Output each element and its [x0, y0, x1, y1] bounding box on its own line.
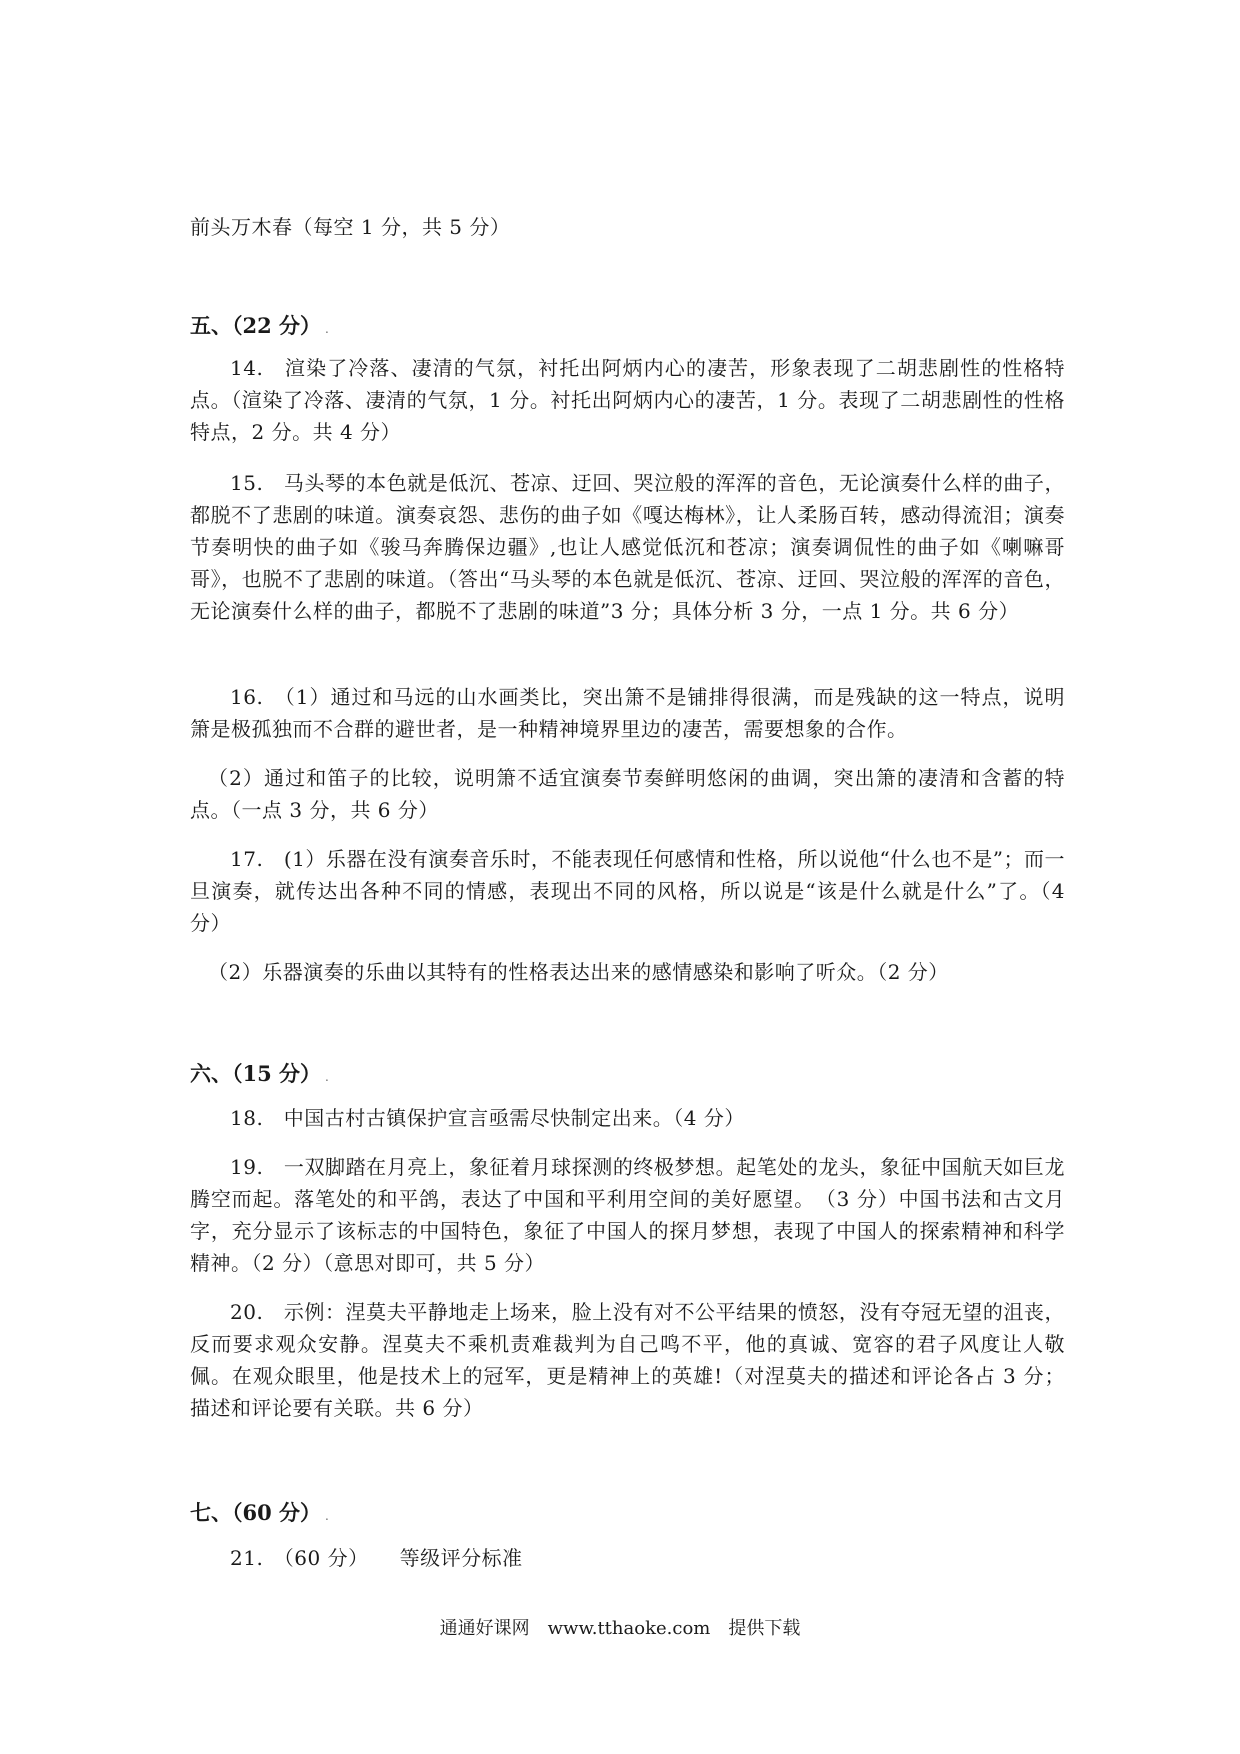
answer-19: 19. 一双脚踏在月亮上，象征着月球探测的终极梦想。起笔处的龙头，象征中国航天如巨龙腾空而起。落笔处的和平鸽，表达了中国和平利用空间的美好愿望。 （3 分）中国书法和古文月字，充分显示了该标志的中国特色，象征了中国人的探月梦想，表现了中国人的探索精神和科学精神。（2 分）（意思对即可，共 5 分）: [190, 1155, 1065, 1275]
answer-17-part-2: （2）乐器演奏的乐曲以其特有的性格表达出来的感情感染和影响了听众。（2 分）: [208, 960, 949, 984]
section-7-heading: [190, 1497, 329, 1532]
answer-17-part-1: 17. (1）乐器在没有演奏音乐时，不能表现任何感情和性格，所以说他“什么也不是”；而一旦演奏，就传达出各种不同的情感，表现出不同的风格，所以说是“该是什么就是什么”了。（4 分）: [190, 847, 1065, 935]
intro-line: 前头万木春（每空 1 分，共 5 分）: [190, 215, 511, 239]
footer-credit: 通通好课网 www.tthaoke.com 提供下载: [439, 1618, 801, 1639]
heading-dot: .: [325, 1070, 329, 1084]
answer-20: 20. 示例：涅莫夫平静地走上场来，脸上没有对不公平结果的愤怒，没有夺冠无望的沮丧，反而要求观众安静。涅莫夫不乘机责难裁判为自己鸣不平，他的真诚、宽容的君子风度让人敬佩。在观众眼里，他是技术上的冠军，更是精神上的英雄!（对涅莫夫的描述和评论各占 3 分；描述和评论要有关联。共 6 分）: [190, 1300, 1065, 1420]
answer-18: 18. 中国古村古镇保护宣言亟需尽快制定出来。（4 分）: [230, 1106, 745, 1130]
section-7-heading-text: 七、（60 分）: [190, 1500, 322, 1525]
section-6-heading-text: 六、（15 分）: [190, 1061, 322, 1086]
section-6-heading: [190, 1058, 329, 1093]
answer-21: 21. （60 分） 等级评分标准: [230, 1546, 523, 1570]
answer-16-part-1: 16. （1）通过和马远的山水画类比，突出箫不是铺排得很满，而是残缺的这一特点，说明箫是极孤独而不合群的避世者，是一种精神境界里边的凄苦，需要想象的合作。: [190, 685, 1065, 741]
answer-15: 15. 马头琴的本色就是低沉、苍凉、迂回、哭泣般的浑浑的音色，无论演奏什么样的曲子，都脱不了悲剧的味道。演奏哀怨、悲伤的曲子如《嘎达梅林》，让人柔肠百转，感动得流泪；演奏节奏明快的曲子如《骏马奔腾保边疆》,也让人感觉低沉和苍凉；演奏调侃性的曲子如《喇嘛哥哥》，也脱不了悲剧的味道。（答出“马头琴的本色就是低沉、苍凉、迂回、哭泣般的浑浑的音色，无论演奏什么样的曲子，都脱不了悲剧的味道”3 分；具体分析 3 分，一点 1 分。共 6 分）: [190, 471, 1065, 623]
heading-dot: .: [325, 1509, 329, 1523]
section-5-heading: [190, 310, 329, 345]
heading-dot: .: [325, 322, 329, 336]
answer-16-part-2: （2）通过和笛子的比较，说明箫不适宜演奏节奏鲜明悠闲的曲调，突出箫的凄清和含蓄的特点。（一点 3 分，共 6 分）: [190, 766, 1065, 822]
answer-14: 14. 渲染了冷落、凄清的气氛，衬托出阿炳内心的凄苦，形象表现了二胡悲剧性的性格特点。（渲染了冷落、凄清的气氛，1 分。衬托出阿炳内心的凄苦，1 分。表现了二胡悲剧性的性格特点，2 分。共 4 分）: [190, 356, 1065, 444]
section-5-heading-text: 五、（22 分）: [190, 313, 322, 338]
